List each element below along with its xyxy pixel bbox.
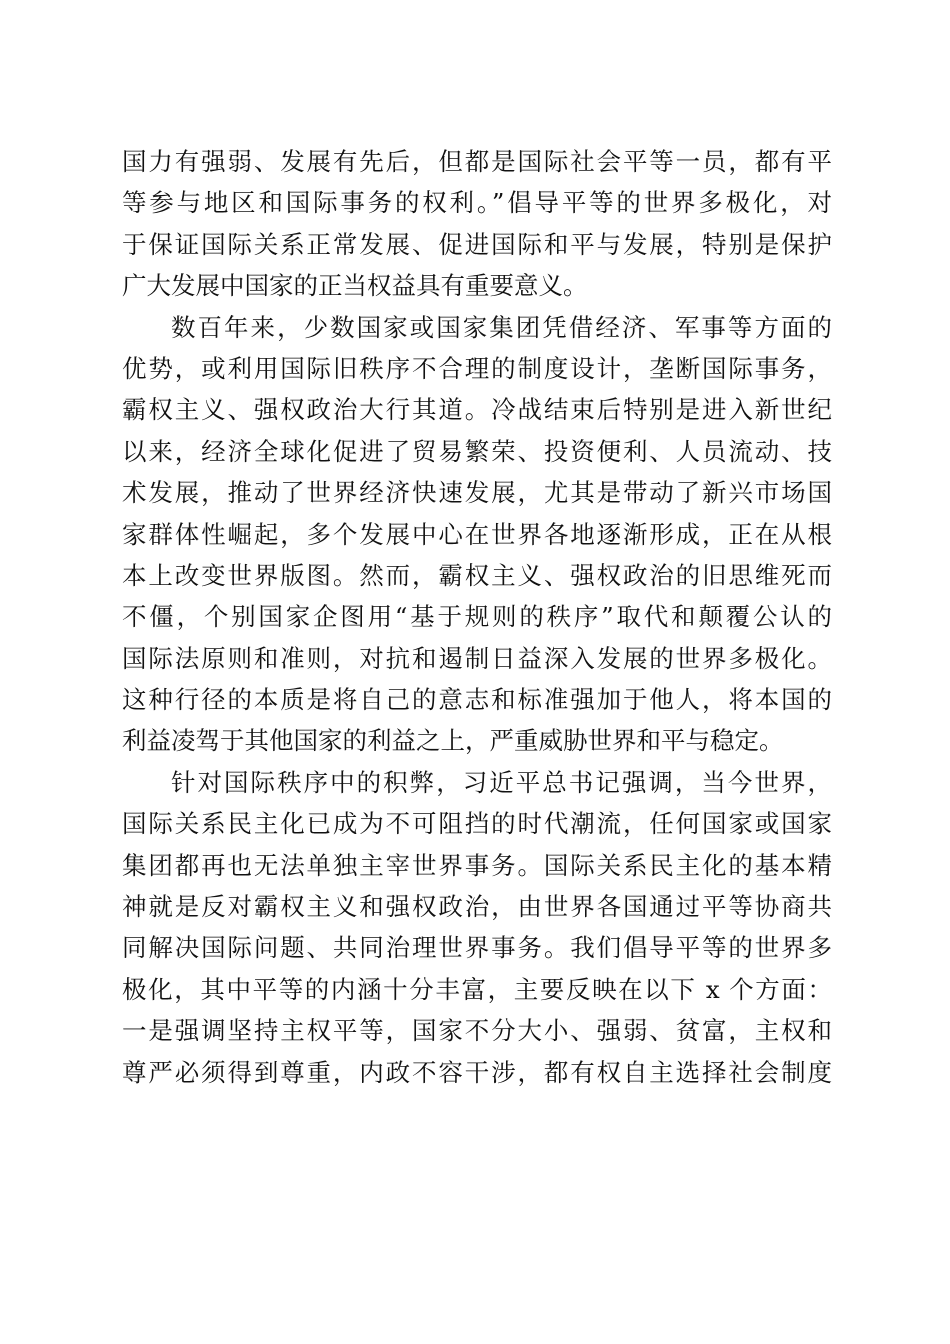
text-line: 国力有强弱、发展有先后，但都是国际社会平等一员，都有平 xyxy=(122,147,832,176)
text-line: 霸权主义、强权政治大行其道。冷战结束后特别是进入新世纪 xyxy=(122,395,832,425)
text-line: 等参与地区和国际事务的权利。”倡导平等的世界多极化，对 xyxy=(122,188,832,218)
text-line: 一是强调坚持主权平等，国家不分大小、强弱、贫富，主权和 xyxy=(122,1016,832,1046)
text-line: 利益凌驾于其他国家的利益之上，严重威胁世界和平与稳定。 xyxy=(122,726,784,756)
text-line: 本上改变世界版图。然而，霸权主义、强权政治的旧思维死而 xyxy=(122,560,832,590)
text-line: 国际关系民主化已成为不可阻挡的时代潮流，任何国家或国家 xyxy=(122,809,832,839)
text-line: 国际法原则和准则，对抗和遏制日益深入发展的世界多极化。 xyxy=(122,643,832,673)
text-line: 术发展，推动了世界经济快速发展，尤其是带动了新兴市场国 xyxy=(122,478,832,508)
text-line: 同解决国际问题、共同治理世界事务。我们倡导平等的世界多 xyxy=(122,933,832,963)
paragraph-start-line: 针对国际秩序中的积弊，习近平总书记强调，当今世界， xyxy=(171,767,832,797)
text-line: 这种行径的本质是将自己的意志和标准强加于他人，将本国的 xyxy=(122,685,832,715)
text-line: 以来，经济全球化促进了贸易繁荣、投资便利、人员流动、技 xyxy=(122,436,832,466)
text-line: 不僵，个别国家企图用“基于规则的秩序”取代和颠覆公认的 xyxy=(122,602,832,632)
text-line: 家群体性崛起，多个发展中心在世界各地逐渐形成，正在从根 xyxy=(122,519,832,549)
text-line: 极化，其中平等的内涵十分丰富，主要反映在以下 x 个方面： xyxy=(122,974,832,1004)
text-line: 集团都再也无法单独主宰世界事务。国际关系民主化的基本精 xyxy=(122,850,832,880)
text-line: 尊严必须得到尊重，内政不容干涉，都有权自主选择社会制度 xyxy=(122,1057,832,1087)
text-line: 优势，或利用国际旧秩序不合理的制度设计，垄断国际事务， xyxy=(122,353,832,383)
text-line: 于保证国际关系正常发展、促进国际和平与发展，特别是保护 xyxy=(122,229,832,259)
body-text xyxy=(122,141,832,1093)
text-line: 神就是反对霸权主义和强权政治，由世界各国通过平等协商共 xyxy=(122,892,832,922)
text-line: 广大发展中国家的正当权益具有重要意义。 xyxy=(122,271,588,301)
paragraph-start-line: 数百年来，少数国家或国家集团凭借经济、军事等方面的 xyxy=(171,312,832,342)
